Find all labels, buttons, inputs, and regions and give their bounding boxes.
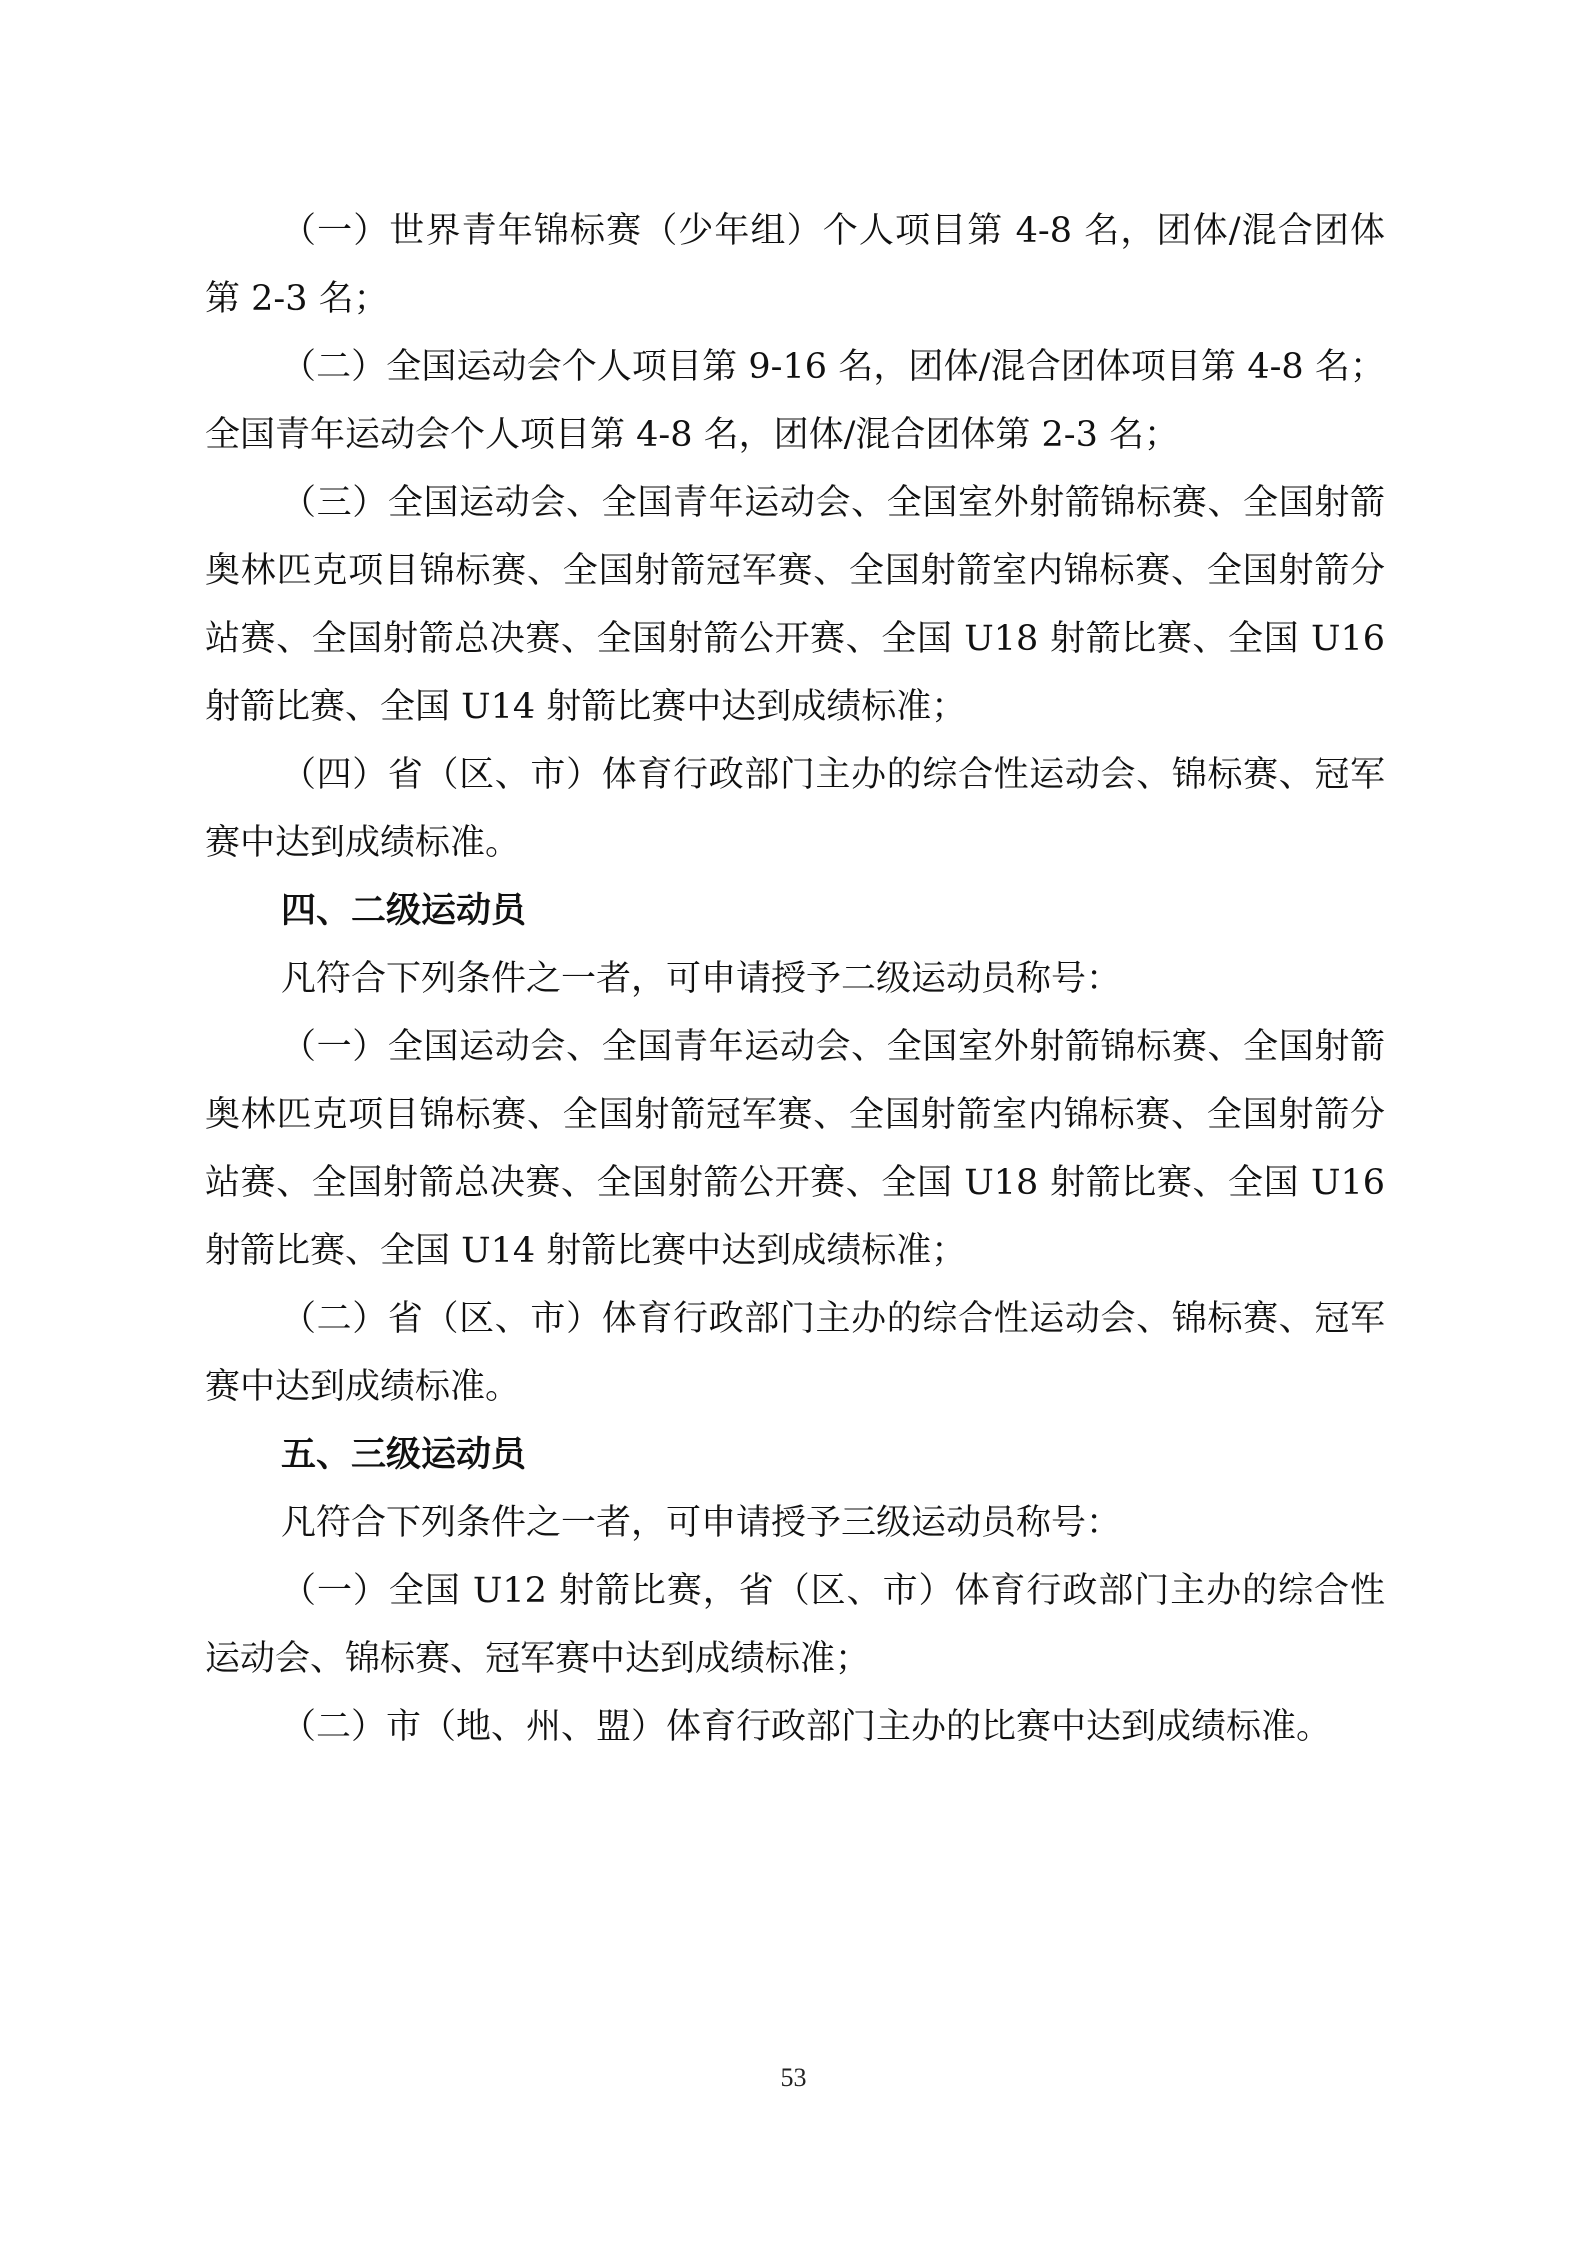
document-body: [205, 197, 1385, 1761]
paragraph-level-3-u12-events: （一）全国 U12 射箭比赛，省（区、市）体育行政部门主办的综合性运动会、锦标赛、冠军赛中达到成绩标准；: [205, 1571, 1385, 1679]
paragraph-level-3-city-events: （二）市（地、州、盟）体育行政部门主办的比赛中达到成绩标准。: [281, 1707, 1332, 1747]
paragraph-level-3-intro: 凡符合下列条件之一者，可申请授予三级运动员称号：: [281, 1503, 1122, 1543]
paragraph-world-youth-championship: （一）世界青年锦标赛（少年组）个人项目第 4-8 名，团体/混合团体第 2-3 名；: [205, 211, 1385, 319]
section-heading-level-2-athlete: 四、二级运动员: [281, 891, 527, 931]
page-number: 53: [780, 2063, 807, 2092]
paragraph-level-2-provincial-events: （二）省（区、市）体育行政部门主办的综合性运动会、锦标赛、冠军赛中达到成绩标准。: [205, 1299, 1385, 1407]
paragraph-national-games-ranking: （二）全国运动会个人项目第 9-16 名，团体/混合团体项目第 4-8 名；全国青年运动会个人项目第 4-8 名，团体/混合团体第 2-3 名；: [205, 347, 1385, 455]
paragraph-level-2-intro: 凡符合下列条件之一者，可申请授予二级运动员称号：: [281, 959, 1122, 999]
paragraph-provincial-events: （四）省（区、市）体育行政部门主办的综合性运动会、锦标赛、冠军赛中达到成绩标准。: [205, 755, 1385, 863]
paragraph-level-2-national-events: （一）全国运动会、全国青年运动会、全国室外射箭锦标赛、全国射箭奥林匹克项目锦标赛、全国射箭冠军赛、全国射箭室内锦标赛、全国射箭分站赛、全国射箭总决赛、全国射箭公开赛、全国 U18 射箭比赛、全国 U16 射箭比赛、全国 U14 射箭比赛中达到成绩标准；: [205, 1027, 1385, 1271]
section-heading-level-3-athlete: 五、三级运动员: [281, 1435, 527, 1475]
paragraph-national-archery-events: （三）全国运动会、全国青年运动会、全国室外射箭锦标赛、全国射箭奥林匹克项目锦标赛、全国射箭冠军赛、全国射箭室内锦标赛、全国射箭分站赛、全国射箭总决赛、全国射箭公开赛、全国 U18 射箭比赛、全国 U16 射箭比赛、全国 U14 射箭比赛中达到成绩标准；: [205, 483, 1385, 727]
